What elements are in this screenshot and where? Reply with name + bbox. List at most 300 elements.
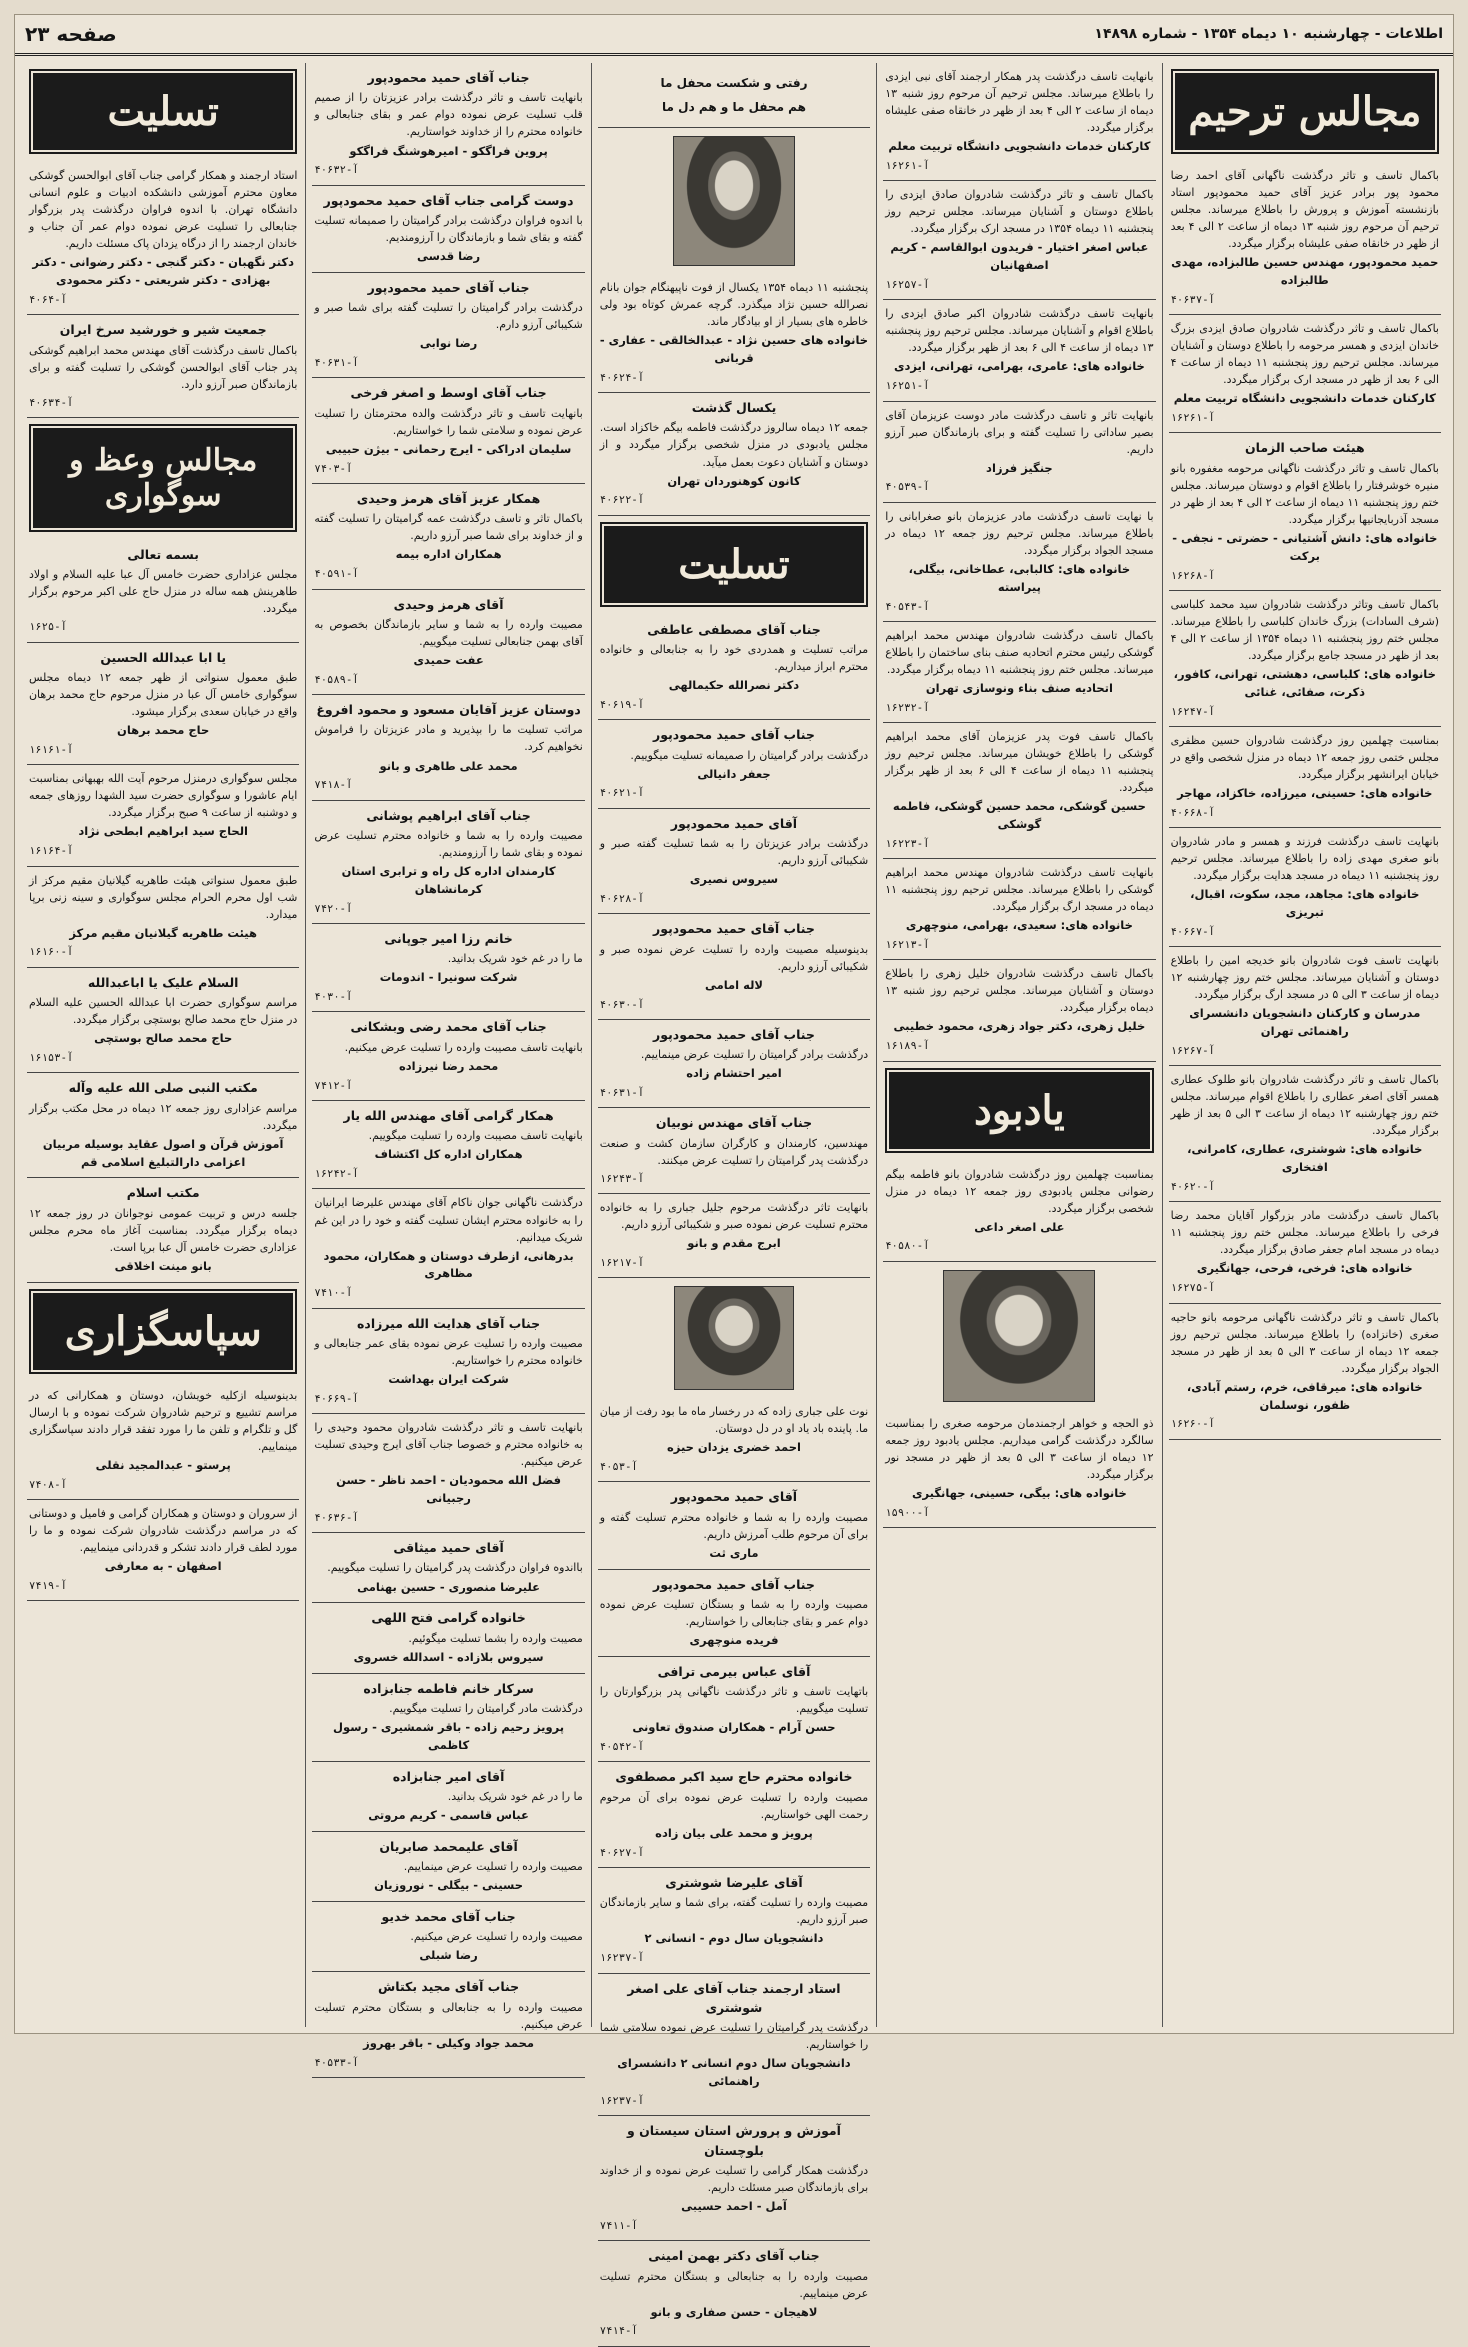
notice-heading: همکار عزیز آقای هرمز وحیدی (356, 490, 541, 506)
notice (312, 1533, 584, 1603)
notice-signature: رضا نوابی (419, 336, 478, 351)
notice (27, 765, 299, 866)
notice-code: آ-۱۶۱۸۹ (885, 1040, 930, 1053)
notice-text: با نهایت تاسف درگذشت مادر عزیزمان بانو صغرابانی را باطلاع میرساند. مجلس ترحیم روز جمعه ۱۲ دیماه در مسجد الجواد برگزار میگردد. (885, 509, 1154, 557)
notice-signature: سیروس بلازاده - اسدالله خسروی (353, 1649, 544, 1664)
notice (598, 1482, 870, 1569)
notice (598, 274, 870, 393)
notice-signature: خانواده های: بیگی، حسینی، جهانگیری (911, 1485, 1127, 1500)
notice-signature: علی اصغر داعی (974, 1219, 1065, 1234)
verse (598, 63, 870, 128)
notice (883, 181, 1155, 300)
notice-code: آ-۱۶۲۶۸ (1170, 569, 1215, 582)
notice-heading: جناب آقای هدایت الله میرزاده (357, 1315, 541, 1331)
notice-text: باکمال تاسف و تاثر درگذشت ناگهانی مرحومه بانو حاجیه صغری (خانزاده) را باطلاع میرساند. مجلس ترحیم روز جمعه ۱۲ دیماه از ساعت ۳ الی ۵ بعد از ظهر در مسجد الجواد برگزار میگردد. (1170, 1310, 1439, 1375)
notice-heading: خانواده گرامی فتح اللهی (371, 1610, 526, 1626)
notice-heading: جناب آقای مهندس نوبیان (655, 1115, 813, 1131)
notice-code: آ-۱۶۲۶۱ (1170, 412, 1215, 425)
notice-code: آ-۴۰۶۲۰ (1170, 1181, 1215, 1194)
notice-text: مجلس سوگواری درمنزل مرحوم آیت الله بهبهانی بمناسبت ایام عاشورا و سوگواری حضرت سید الشهدا روزهای جمعه و دوشنبه از ساعت ۹ صبح برگزار میگردد. (28, 772, 298, 820)
notice-signature: بدرهانی، ازطرف دوستان و همکاران، محمود مظاهری (323, 1248, 574, 1281)
notice-signature: خانواده های: کلباسی، دهشتی، تهرانی، کافور، ذکرت، صفائی، غنائی (1173, 667, 1436, 699)
notice (27, 540, 299, 643)
notice-text: مجلس عزاداری حضرت خامس آل عبا علیه السلام و اولاد طاهرینش همه ساله در منزل حاج علی اکبر مرحوم برگزار میگردد. (28, 568, 298, 616)
notice-heading: جناب آقای مصطفی عاطفی (647, 621, 821, 637)
column-4 (305, 63, 590, 2069)
notice-signature: لاله امامی (704, 977, 763, 992)
notice-code: آ-۱۶۱۶۴ (28, 845, 74, 858)
notice-signature: ماری ثت (709, 1545, 759, 1560)
notice (1169, 433, 1441, 590)
notice-code: آ-۱۶۲۱۷ (599, 1256, 645, 1269)
notice-text: مراتب تسلیت ما را بپذیرید و مادر عزیزتان را فراموش نخواهیم کرد. (314, 723, 583, 754)
notice-text: درگذشت برادر گرامیتان را تسلیت عرض مینماییم. (640, 1048, 869, 1062)
notice-signature: محمد جواد وکیلی - باقر بهروز (363, 2035, 535, 2050)
notice-text: باکمال تاسف فوت پدر عزیزمان آقای محمد ابراهیم گوشکی را باطلاع خویشان میرساند. مجلس ترحیم روز پنجشنبه ۱۱ دیماه از ساعت ۴ الی ۶ بعد از ظهر برگزار میگردد. (885, 729, 1154, 795)
notice (598, 2241, 870, 2347)
notice-text: درگذشت برادر گرامیتان را صمیمانه تسلیت میگوییم. (630, 748, 869, 762)
notice-heading: جناب آقای حمید محمودپور (653, 921, 815, 937)
notice-code: آ-۱۶۲۱۳ (885, 939, 930, 952)
notice-text: بمناسبت چهلمین روز درگذشت شادروان بانو فاطمه بیگم رضوانی مجلس یادبودی روز جمعه ۱۲ دیماه در منزل شخصی برگزار میگردد. (885, 1167, 1154, 1215)
notice-text: مصیبت وارده را به شما و بستگان تسلیت عرض نموده دوام عمر و بقای جنابعالی را خواستاریم. (599, 1598, 869, 1629)
notice-code: آ-۱۶۲۵۷ (885, 279, 930, 292)
notice-text: بانهایت تاسف فوت شادروان بانو خدیجه امین را باطلاع دوستان و آشنایان میرساند. مجلس ختم روز چهارشنبه ۱۲ دیماه از ساعت ۳ الی ۵ در مسجد ارگ برگزار میگردد. (1170, 954, 1439, 1002)
notice-code: آ-۴۰۶۲۱ (599, 787, 645, 800)
masthead (15, 15, 1453, 56)
notice (598, 615, 870, 721)
notice-signature: عباس اصغر اختیار - فریدون ابوالقاسم - کریم اصفهانیان (890, 240, 1149, 273)
notice-heading: آقای حمید محمودپور (670, 815, 798, 831)
notice-signature: اصفهان - به معارفی (104, 1559, 222, 1574)
notice-heading: جناب آقای دکتر بهمن امینی (648, 2248, 820, 2264)
notice-text: مراسم سوگواری حضرت ابا عبدالله الحسین علیه السلام در منزل حاج محمد صالح بوستچی برگزار میگردد. (28, 996, 298, 1027)
notice-code: آ-۴۰۶۲۸ (599, 892, 645, 905)
notice-signature: اتحادیه صنف بناء ونوسازی تهران (925, 680, 1113, 695)
notice (312, 1012, 584, 1101)
notice-heading: آقای امیر جنابزاده (392, 1768, 505, 1784)
notice-signature: لاهیجان - حسن صفاری و بانو (650, 2304, 818, 2319)
notice-code: آ-۱۶۲۶۷ (1170, 1044, 1215, 1057)
notice-code: آ-۴۰۵۴۲ (599, 1741, 645, 1754)
notice-heading: آقای حمید میثاقی (393, 1540, 504, 1556)
notice-signature: حسینی - بیگلی - نوروزیان (374, 1878, 524, 1893)
notice-signature: آموزش قرآن و اصول عقاید بوسیله مربیان اعزامی دارالتبلیغ اسلامی قم (42, 1136, 284, 1169)
notice-code: آ-۱۶۲۶۰ (1170, 1418, 1215, 1431)
notice-code: آ-۴۰۶۴ (28, 293, 67, 306)
notice-code: آ-۴۰۶۶۷ (1170, 925, 1215, 938)
notice-heading: خانواده محترم حاج سید اکبر مصطفوی (615, 1769, 853, 1785)
notice (1169, 591, 1441, 727)
notice-heading: جناب آقای مجید بکتاش (378, 1979, 520, 1995)
notice (1169, 1304, 1441, 1440)
notice-signature: عفت حمیدی (413, 652, 484, 667)
notice-code: آ-۴۰۳۰ (314, 991, 353, 1004)
banner-sepasgozari: سپاسگزاری (33, 1293, 293, 1370)
notice-code: آ-۷۴۱۱ (599, 2219, 638, 2232)
notice-signature: خانواده های: حسینی، میرزاده، خاکزاد، مهاجر (1177, 786, 1433, 801)
notice-text: درگذشت مادر گرامیتان را تسلیت میگوییم. (389, 1701, 583, 1715)
notice-signature: شرکت ایران بهداشت (388, 1371, 509, 1386)
notice-text: نوت علی جباری زاده که در رخسار ماه ما بود رفت از میان ما. پاینده باد یاد او در دل دوستان. (599, 1405, 869, 1436)
notice (1169, 727, 1441, 828)
notice-signature: همکاران اداره بیمه (395, 547, 502, 562)
notice-text: استاد ارجمند و همکار گرامی جناب آقای ابوالحسن گوشکی معاون محترم آموزشی دانشکده ادبیات و علوم انسانی دانشگاه تهران. با اندوه فراوان درگذشت پدر بزرگوار جنابعالی را تسلیت عرض نموده دوام عمر آن جناب و خاندان ارجمند را از درگاه یزدان پاک مسئلت داریم. (28, 169, 298, 251)
notice-text: مصیبت وارده را به شما و سایر بازماندگان بخصوص به آقای بهمن جنابعالی تسلیت میگوییم. (314, 617, 583, 648)
notice-code: آ-۱۶۱۵۳ (28, 1052, 74, 1064)
notice (598, 1570, 870, 1657)
notice-text: جلسه درس و تربیت عمومی نوجوانان در روز جمعه ۱۲ دیماه برگزار میگردد. بمناسبت آغاز ماه محرم مجلس عزاداری حضرت خامس آل عبا برپا است. (28, 1206, 298, 1254)
notice-signature: حسن آرام - همکاران صندوق تعاونی (632, 1720, 836, 1735)
notice (883, 859, 1155, 960)
notice-signature: خانواده های: مجاهد، مجد، سکوت، اقبال، تبریزی (1190, 887, 1420, 920)
notice-text: مصیبت وارده را تسلیت عرض نموده بقای عمر جنابعالی و خانواده محترم را خواستاریم. (314, 1336, 583, 1367)
notice-heading: جناب آقای حمید محمودپور (653, 727, 815, 743)
notice (598, 809, 870, 915)
notice-heading: جناب آقای محمد خدیو (381, 1909, 516, 1925)
notice (598, 1868, 870, 1974)
notice-text: مصیبت وارده را تسلیت عرض مینماییم. (403, 1860, 583, 1874)
notice (883, 960, 1155, 1061)
notice (883, 402, 1155, 503)
notice-heading: مکتب اسلام (126, 1185, 200, 1201)
notice-heading: جناب آقای محمد رضی وبشکانی (350, 1019, 547, 1035)
notice-text: باکمال تاسف و تاثر درگذشت ناگهانی آقای احمد رضا محمود پور برادر عزیز آقای حمید محمودپور استاد بازنشسته آموزش و پرورش را باطلاع میرساند. مجلس ترحیم آن مرحوم روز شنبه ۱۳ دیماه از ساعت ۲ الی ۴ بعد از ظهر در خانقاه صفی علیشاه برگزار میگردد. (1170, 169, 1439, 251)
newspaper-page (14, 14, 1454, 2338)
notice-signature: خانواده های: شوشتری، عطاری، کامرانی، افتخاری (1187, 1142, 1423, 1175)
columns (21, 63, 1447, 2338)
issue-info: اطلاعات - چهارشنبه ۱۰ دیماه ۱۳۵۴ - شماره ۱۴۸۹۸ (1094, 26, 1443, 42)
notice-text: بااندوه فراوان درگذشت پدر گرامیتان را تسلیت میگوییم. (327, 1561, 583, 1575)
notice (312, 1902, 584, 1972)
notice (598, 914, 870, 1020)
notice-signature: پرویز و محمد علی بیان زاده (655, 1825, 813, 1840)
notice-heading: آقای علیمحمد صابریان (379, 1838, 518, 1854)
notice (27, 968, 299, 1074)
banner-tasliyat-top: تسلیت (33, 73, 293, 150)
notice-text: باکمال تاسف درگذشت شادروان خلیل زهری را باطلاع دوستان و آشنایان میرساند. مجلس ترحیم روز شنبه ۱۳ دیماه برگزار میگردد. (885, 967, 1154, 1015)
notice (598, 1974, 870, 2117)
notice-signature: محمد علی طاهری و بانو (379, 758, 518, 773)
notice-text: درگذشت پدر گرامیتان را تسلیت عرض نموده سلامتی شما را خواستاریم. (599, 2021, 869, 2052)
notice-text: باکمال تاثر و تاسف درگذشت عمه گرامیتان را تسلیت گفته و از خداوند برای شما صبر آرزو داریم. (314, 512, 583, 543)
notice-text: باکمال تاسف و تاثر درگذشت ناگهانی مرحومه مغفوره بانو منیره خوشرفتار را باطلاع اقوام و دوستان میرساند. مجلس ختم روز پنجشنبه ۱۱ دیماه از ساعت ۲ الی ۴ بعد از ظهر در مسجد آذربایجانیها برگزار میگردد. (1170, 461, 1439, 526)
notice-signature: دکتر نصرالله حکیمالهی (668, 678, 800, 693)
notice (1169, 315, 1441, 433)
notice-signature: خانواده های: فرخی، فرحی، جهانگیری (1196, 1261, 1413, 1276)
notice (312, 695, 584, 801)
notice-heading: آقای عباس بیرمی ترافی (657, 1663, 811, 1679)
notice-signature: رضا شبلی (419, 1948, 478, 1963)
notice-text: باکمال تاسف و تاثر درگذشت شادروان صادق ایزدی بزرگ خاندان ایزدی و همسر مرحومه را باطلاع دوستان و آشنایان میرساند. مجلس ترحیم روز پنجشنبه ۱۱ دیماه از ساعت ۴ الی ۶ بعد از ظهر در مسجد ارک برگزار میگردد. (1170, 322, 1439, 387)
notice (27, 315, 299, 418)
notice (598, 1194, 870, 1278)
notice-text: با اندوه فراوان درگذشت برادر گرامیتان را صمیمانه تسلیت گفته و بقای شما و بازماندگان را آرزومندیم. (314, 213, 583, 245)
notice-code: آ-۴۰۶۳۷ (1170, 293, 1215, 306)
notice-text: بانهایت تاسف درگذشت شادروان مهندس محمد ابراهیم گوشکی را باطلاع میرساند. مجلس ترحیم روز پنجشنبه ۱۱ دیماه در مسجد ارگ برگزار میگردد. (885, 866, 1154, 914)
notice-text: بانهایت تاسف مصیبت وارده را تسلیت میگوییم. (368, 1129, 583, 1143)
portrait-photo (674, 1286, 794, 1390)
notice (1169, 162, 1441, 315)
column-2 (876, 63, 1161, 2027)
notice (598, 720, 870, 809)
notice-signature: سلیمان ادراکی - ایرج رحمانی - بیژن حبیبی (325, 441, 572, 456)
notice-code: آ-۱۶۱۶۱ (28, 744, 74, 757)
notice-code: آ-۱۶۲۵ (28, 621, 67, 634)
notice (312, 1309, 584, 1415)
notice-text: مراسم عزاداری روز جمعه ۱۲ دیماه در محل مکتب برگزار میگردد. (28, 1101, 298, 1132)
page-number: صفحه ۲۳ (25, 22, 117, 46)
notice-code: آ-۱۶۲۴۲ (314, 1168, 359, 1181)
notice (598, 1762, 870, 1868)
notice (27, 1073, 299, 1178)
notice-code: آ-۴۰۶۳۱ (599, 1087, 645, 1099)
notice-heading: یکسال گذشت (691, 400, 777, 416)
notice-signature: پروین فراگکو - امیرهوشنگ فراگکو (349, 143, 548, 158)
notice (312, 1189, 584, 1308)
notice-heading: سرکار خانم فاطمه جنابزاده (363, 1680, 534, 1696)
notice-signature: فریده منوچهری (689, 1633, 779, 1648)
notice-text: جمعه ۱۲ دیماه سالروز درگذشت فاطمه بیگم خاکزاد است. مجلس یادبودی در منزل شخصی برگزار میگردد و از دوستان و آشنایان دعوت بعمل میآید. (599, 421, 869, 469)
notice-text: بانهایت تاثر درگذشت مرحوم جلیل جباری را به خانواده محترم تسلیت عرض نموده صبر و شکیبائی آرزو داریم. (599, 1201, 869, 1232)
notice-signature: پرستو - عبدالمجید نقلی (95, 1457, 231, 1472)
notice-code: آ-۷۴۱۴ (599, 2325, 638, 2338)
notice-text: باکمال تاسف وتاثر درگذشت شادروان سید محمد کلباسی (شرف السادات) بزرگ خاندان کلباسی را باطلاع میرساند. مجلس ختم روز پنجشنبه ۱۱ دیماه ۱۳۵۴ از ساعت ۲ الی ۴ بعد از ظهر در مسجد جامع برگزار میگردد. (1170, 597, 1439, 662)
notice-signature: جعفر دانیالی (697, 766, 771, 781)
notice-heading: یا ابا عبدالله الحسین (100, 649, 227, 665)
notice-signature: حمید محمودپور، مهندس حسین طالبزاده، مهدی طالبزاده (1171, 255, 1439, 288)
notice-heading: بسمه تعالی (127, 546, 199, 562)
notice (883, 300, 1155, 401)
notice-code: آ-۷۴۱۰ (314, 1287, 353, 1300)
notice-code: آ-۴۰۶۳۰ (599, 998, 645, 1011)
notice-text: بانهایت تاسف و تاثر درگذشت برادر عزیزتان را از صمیم قلب تسلیت عرض نموده دوام عمر و بقای جنابعالی و خانواده محترم را از خداوند خواستاریم. (314, 91, 583, 139)
notice-code: آ-۱۶۲۴۳ (599, 1172, 645, 1185)
notice-code: آ-۴۰۵۸۹ (314, 673, 359, 686)
notice-code: آ-۷۴۰۸ (28, 1478, 67, 1491)
notice-text: مصیبت وارده را تسلیت گفته، برای شما و سایر بازماندگان صبر آرزو داریم. (599, 1896, 869, 1927)
notice-text: مصیبت وارده را به جنابعالی و بستگان محترم تسلیت عرض میکنیم. (314, 2000, 583, 2031)
notice (312, 186, 584, 273)
notice-signature: خانواده های: سعیدی، بهرامی، منوچهری (905, 918, 1133, 933)
notice (598, 1108, 870, 1194)
notice-heading: جناب آقای حمید محمودپور (367, 70, 530, 85)
notice (1169, 828, 1441, 947)
notice-signature: شرکت سونیرا - اندومات (379, 970, 518, 985)
notice-code: آ-۱۶۲۲۳ (885, 837, 930, 850)
verse-line: رفتی و شکست محفل ما (660, 76, 808, 90)
notice-text: بانهایت تاسف و تاثر درگذشت شادروان محمود وحیدی را به خانواده محترم و خصوصا جناب آقای ایرج وحیدی تسلیت عرض میکنیم. (314, 1421, 583, 1469)
notice-text: پنجشنبه ۱۱ دیماه ۱۳۵۴ یکسال از فوت ناپیهنگام جوان بانام نصرالله حسین نژاد میگذرد. گرچه عمرش کوتاه بود ولی خاطره های بسیار از او بیادگار ماند. (599, 281, 869, 329)
notice-code: آ-۷۴۱۸ (314, 779, 353, 792)
notice (312, 273, 584, 379)
notice-text: مهندسین، کارمندان و کارگران سازمان کشت و صنعت درگذشت پدر گرامیتان را تسلیت عرض میکنند. (599, 1136, 869, 1167)
notice-code: آ-۱۶۲۳۲ (885, 701, 930, 714)
notice-code: آ-۴۰۶۲۷ (599, 1846, 645, 1859)
notice-code: آ-۴۰۵۳۳ (314, 2056, 359, 2069)
notice-heading: آقای حمید محمودپور (670, 1489, 798, 1505)
notice (27, 1178, 299, 1282)
notice (598, 2116, 870, 2241)
notice-text: درگذشت برادر عزیزتان را به شما تسلیت گفته صبر و شکیبائی آرزو داریم. (599, 837, 869, 868)
notice-code: آ-۷۴۲۰ (314, 902, 353, 915)
notice-signature: همکاران اداره کل اکتشاف (374, 1147, 523, 1162)
notice-heading: جناب آقای ابراهیم پوشانی (366, 807, 531, 823)
notice-heading: دوستان عزیز آقایان مسعود و محمود افروغ (316, 702, 581, 718)
notice-text: بانهایت تاسف و تاثر درگذشت والده محترمتان را تسلیت عرض نموده و سلامتی شما را خواستاریم. (314, 406, 583, 437)
notice-signature: خانواده های: کالبابی، عطاخانی، بیگلی، پیراسته (908, 561, 1131, 594)
notice-text: مصیبت وارده را به شما و خانواده محترم تسلیت عرض نموده و بقای شما را آرزومندیم. (314, 828, 583, 860)
notice-text: ذو الحجه و خواهر ارجمندمان مرحومه صغری را بمناسبت سالگرد درگذشت گرامی میداریم. مجلس یادبود روز جمعه ۱۲ دیماه از ساعت ۳ الی ۵ بعد از ظهر در مسجد نور برگزار میگردد. (885, 1416, 1154, 1481)
notice-signature: کارمندان اداره کل راه و ترابری استان کرمانشاهان (341, 864, 556, 896)
notice-code: آ-۴۰۵۸۰ (885, 1240, 930, 1253)
notice (312, 801, 584, 924)
notice (27, 1382, 299, 1500)
notice (312, 1972, 584, 2078)
notice-signature: عباس قاسمی - کریم مروتی (368, 1808, 529, 1823)
notice (1169, 947, 1441, 1066)
notice-heading: خانم رزا امیر جوپانی (384, 930, 513, 946)
notice-text: طبق معمول سنواتی هیئت طاهریه گیلانیان مقیم مرکز از شب اول محرم الحرام مجلس سوگواری و سینه زنی برپا میدارد. (28, 873, 298, 921)
notice-text: مصیبت وارده را به شما و خانواده محترم تسلیت گفته و برای آن مرحوم طلب آمرزش داریم. (599, 1510, 869, 1541)
notice-signature: آمل - احمد حسیبی (681, 2199, 787, 2214)
notice-signature: هیئت طاهریه گیلانیان مقیم مرکز (69, 925, 257, 940)
notice-signature: حاج محمد صالح بوستچی (94, 1031, 233, 1046)
notice-text: باتهایت تاسف و تاثر درگذشت ناگهانی پدر بزرگوارتان را تسلیت میگوییم. (599, 1685, 869, 1716)
notice-text: مراتب تسلیت و همدردی خود را به جنابعالی و خانواده محترم ابراز میداریم. (599, 643, 869, 674)
notice-heading: همکار گرامی آقای مهندس الله یار (343, 1107, 554, 1123)
column-3 (591, 63, 876, 2338)
notice-code: آ-۱۵۹۰۰ (885, 1506, 930, 1519)
notice-text: بانهایت تاسف درگذشت شادروان اکبر صادق ایزدی را باطلاع اقوام و آشنایان میرساند. مجلس ترحیم روز پنجشنبه ۱۳ دیماه از ساعت ۴ الی ۶ بعد از ظهر برگزار میگردد. (885, 307, 1154, 355)
notice-code: آ-۱۶۲۳۷ (599, 2095, 645, 2108)
notice-signature: رضا قدسی (416, 249, 481, 264)
notice-signature: خانواده های: دانش آشتیانی - حضرتی - نجفی - برکت (1172, 530, 1438, 563)
notice-text: درگذشت ناگهانی جوان ناکام آقای مهندس علیرضا ایرانیان را به خانواده محترم ایشان تسلیت گفته و خود را در این غم شریک میدانیم. (314, 1196, 583, 1244)
notice-signature: کانون کوهنوردان تهران (667, 473, 801, 488)
notice-text: درگذشت همکار گرامی را تسلیت عرض نموده و از خداوند برای بازماندگان صبر مسئلت داریم. (599, 2164, 869, 2195)
notice-heading: السلام علیک یا اباعبدالله (87, 974, 239, 990)
notice-text: بدینوسیله ازکلیه خویشان، دوستان و همکارانی که در مراسم تشییع و ترحیم شادروان شرکت نموده و با ارسال گل و تلگرام و تلفن ما را مورد تفقد قرار دادند سپاسگزاری مینماییم. (28, 1388, 298, 1453)
notice-signature: علیرضا منصوری - حسین بهنامی (357, 1579, 540, 1594)
notice-text: بمناسبت چهلمین روز درگذشت شادروان حسین مظفری مجلس ختمی روز جمعه ۱۲ دیماه در منزل شخصی واقع در خیابان ایرانشهر برگزار میگردد. (1170, 733, 1439, 782)
notice-text: درگذشت برادر گرامیتان را تسلیت گفته برای شما صبر و شکیبائی آرزو دارم. (314, 301, 583, 332)
notice-code: آ-۴۰۵۴۳ (885, 600, 930, 613)
notice (312, 590, 584, 696)
notice-heading: دوست گرامی جناب آقای حمید محمودپور (323, 192, 574, 208)
notice (27, 1500, 299, 1601)
notice-code: آ-۴۰۵۳۹ (885, 481, 930, 494)
notice-heading: آموزش و پرورش استان سیستان و بلوچستان (627, 2123, 841, 2158)
notice-text: بانهایت تاثر و تاسف درگذشت مادر دوست عزیزمان آقای بصیر ساداتی را تسلیت گفته و برای بازماندگان صبر آرزو داریم. (885, 408, 1154, 456)
column-5 (21, 63, 305, 2027)
notice-signature: محمد رضا نیرزاده (398, 1058, 499, 1073)
notice-text: مصیبت وارده را تسلیت عرض میکنیم. (410, 1930, 583, 1944)
notice (883, 503, 1155, 622)
notice-signature: دانشجویان سال دوم انسانی ۲ دانشسرای راهنمائی (617, 2056, 851, 2089)
notice-signature: دکتر نگهبان - دکتر گنجی - دکتر رضوانی - دکتر بهزادی - دکتر شریعتی - دکتر محمودی (32, 255, 294, 288)
notice-text: از سروران و دوستان و همکاران گرامی و فامیل و دوستانی که در مراسم درگذشت شادروان شرکت نموده و ما را مورد لطف قرار دادند تشکر و قدردانی مینماییم. (28, 1506, 298, 1555)
banner-tasliyat-mid: تسلیت (604, 526, 864, 603)
notice (312, 1414, 584, 1533)
notice-code: آ-۱۶۲۶۱ (885, 160, 930, 172)
notice-signature: ابرج مقدم و بانو (687, 1236, 781, 1251)
notice (312, 1674, 584, 1762)
notice-text: مصیبت وارده را بشما تسلیت میگوئیم. (408, 1631, 583, 1645)
notice-text: باکمال تاسف و تاثر درگذشت شادروان صادق ایزدی را باطلاع دوستان و آشنایان میرساند. مجلس ترحیم روز پنجشنبه ۱۱ دیماه ۱۳۵۴ در مسجد ارک برگزار میگردد. (885, 188, 1154, 236)
notice-code: آ-۴۰۶۲۲ (599, 494, 645, 507)
notice (1169, 1066, 1441, 1202)
verse-line: هم محفل ما و هم دل ما (662, 100, 806, 114)
notice (883, 1161, 1155, 1262)
notice-heading: جمعیت شیر و خورشید سرخ ایران (59, 322, 267, 338)
notice-signature: خانواده های: میرقافی، خرم، رستم آبادی، ظفور، نوسلمان (1186, 1379, 1423, 1412)
notice-text: ما را در غم خود شریک بدانید. (447, 1789, 583, 1803)
notice-code: آ-۷۴۱۲ (314, 1079, 353, 1092)
notice-signature: پرویز رحیم زاده - باقر شمشیری - رسول کاظمی (333, 1719, 565, 1752)
notice-signature: کارکنان خدمات دانشجویی دانشگاه تربیت معلم (1173, 391, 1436, 406)
notice (27, 162, 299, 315)
banner-yadbood: یادبود (889, 1072, 1149, 1149)
notice-code: آ-۷۴۱۹ (28, 1579, 67, 1592)
notice-signature: سیروس نصیری (689, 872, 779, 887)
portrait-photo (943, 1270, 1095, 1402)
notice-signature: احمد خضری یزدان حیزه (667, 1440, 801, 1455)
notice-code: آ-۷۴۰۳ (314, 462, 353, 475)
notice-text: مصیبت وارده را تسلیت عرض نموده برای آن مرحوم رحمت الهی خواستاریم. (599, 1790, 869, 1821)
notice-code: آ-۱۶۲۷۵ (1170, 1282, 1215, 1295)
notice (312, 1762, 584, 1832)
notice-signature: کارکنان خدمات دانشجویی دانشگاه تربیت معلم (888, 139, 1151, 154)
notice (598, 1657, 870, 1763)
notice-code: آ-۱۶۲۳۷ (599, 1952, 645, 1965)
notice-heading: آقای علیرضا شوشتری (665, 1875, 803, 1890)
notice-text: طبق معمول سنواتی از ظهر جمعه ۱۲ دیماه مجلس سوگواری خامس آل عبا در منزل مرحوم حاج محمد برهان واقع در خیابان سعدی برگزار میشود. (28, 671, 298, 719)
notice (312, 484, 584, 590)
notice-text: مصیبت وارده را به جنابعالی و بستگان محترم تسلیت عرض مینماییم. (599, 2269, 869, 2300)
notice-code: آ-۴۰۶۳۴ (28, 396, 74, 409)
notice-code: آ-۱۶۲۵۱ (885, 380, 930, 393)
notice-code: آ-۴۰۵۹۱ (314, 568, 359, 581)
notice-text: باکمال تاسف درگذشت آقای مهندس محمد ابراهیم گوشکی پدر جناب آقای ابوالحسن گوشکی را تسلیت گفته و برای بازماندگان صبر آرزو دارد. (28, 343, 298, 391)
column-1 (1162, 63, 1447, 2027)
notice-code: آ-۴۰۵۳ (599, 1461, 638, 1474)
notice-heading: استاد ارجمند جناب آقای علی اصغر شوشتری (627, 1980, 841, 2015)
notice (312, 378, 584, 484)
notice (883, 63, 1155, 181)
notice (1169, 1202, 1441, 1303)
banner-majales-vaz: مجالس وعظ و سوگواری (33, 428, 293, 528)
notice-signature: دانشجویان سال دوم - انسانی ۲ (644, 1931, 824, 1946)
portrait-photo (673, 136, 795, 266)
notice (312, 1603, 584, 1673)
notice-heading: جناب آقای حمید محمودپور (653, 1576, 815, 1592)
notice-heading: آقای هرمز وحیدی (393, 596, 504, 612)
notice-signature: جنگیز فرزاد (986, 460, 1053, 475)
notice-text: ما را در غم خود شریک بدانید. (447, 952, 583, 966)
notice-signature: خلیل زهری، دکتر جواد زهری، محمود خطیبی (893, 1019, 1146, 1034)
notice-signature: امیر احتشام زاده (686, 1066, 782, 1081)
notice-heading: مکتب النبی صلی الله علیه وآله (68, 1080, 258, 1096)
notice (598, 1020, 870, 1109)
notice (27, 867, 299, 968)
notice (883, 622, 1155, 723)
notice-text: بانهایت تاسف درگذشت فرزند و همسر و مادر شادروان بانو صغری مهدی زاده را باطلاع میرساند. مجلس ترحیم روز پنجشنبه ۱۱ دیماه در مسجد هدایت برگزار میگردد. (1170, 835, 1439, 883)
notice-signature: خانواده های: عامری، بهرامی، تهرانی، ایزدی (893, 359, 1145, 374)
notice-heading: هیئت صاحب الزمان (1244, 440, 1365, 456)
notice-signature: حاج محمد برهان (117, 723, 210, 738)
notice-code: آ-۱۶۲۴۷ (1170, 705, 1215, 718)
